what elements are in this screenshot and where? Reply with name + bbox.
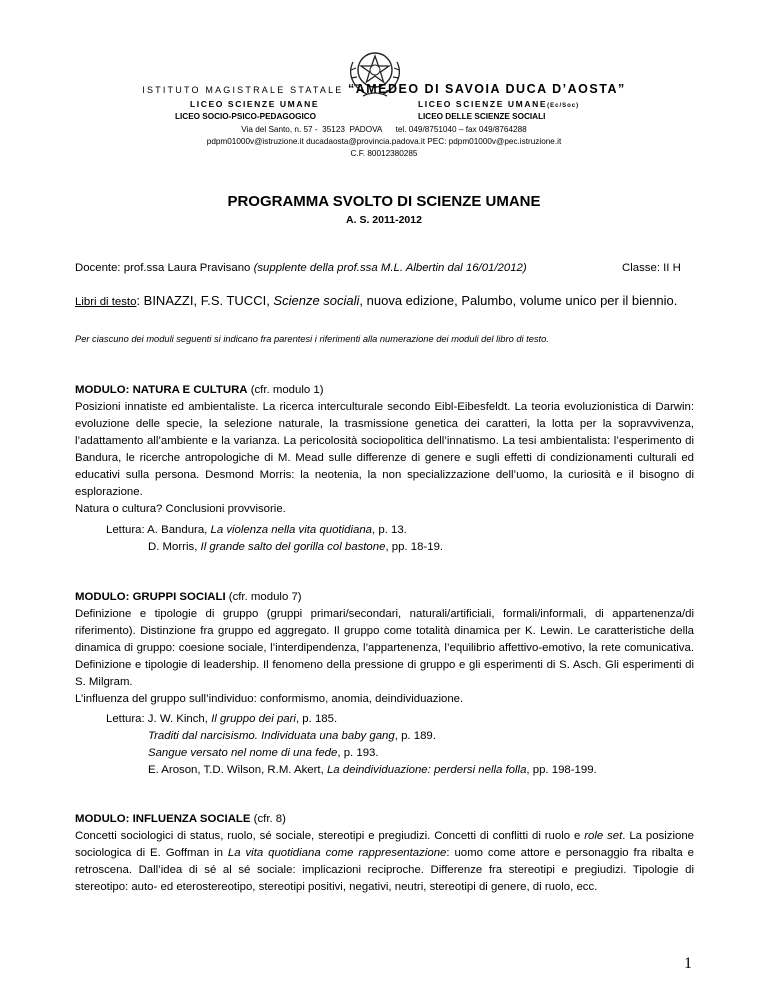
textbooks-details: , nuova edizione, Palumbo, volume unico per il biennio.: [359, 293, 678, 308]
module-body-work-title: La vita quotidiana come rappresentazione: [227, 847, 447, 859]
reading-pages: , pp. 18-19.: [385, 541, 444, 553]
right-course-1-suffix: (Ec/Soc): [547, 103, 580, 109]
school-name-line: [0, 80, 768, 98]
module-body-conclusion: Natura o cultura? Conclusioni provvisorie.: [75, 503, 286, 515]
module-body: [75, 828, 694, 896]
page-number: 1: [684, 955, 692, 972]
right-course-1: [418, 99, 579, 109]
teacher-note: (supplente della prof.ssa M.L. Albertin dal 16/01/2012): [253, 262, 527, 274]
readings-1: [106, 522, 443, 556]
module-body: Posizioni innatiste ed ambientaliste. La ricerca interculturale secondo Eibl-Eibesfeldt. La teoria evoluzionistica di Darwin: evoluzione delle specie, la selezione naturale, la trasmissione genetica dei caratteri, la lotta per la sopravvivenza, l’adattamento all’ambiente e la varianza. La pericolosità sociopolitica dell’innatismo. La tesi ambientalista: l’esperimento di Bandura, le ricerche antropologiche di M. Mead sulle differenze di genere e sugli effetti di condizionamenti culturali ed educativi sulla persona. Desmond Morris: la neotenia, la non specializzazione dell’uomo, la curiosità e il bisogno di esplorazione.: [75, 401, 694, 498]
teacher-line: [75, 260, 527, 277]
module-title: MODULO: NATURA E CULTURA: [75, 384, 248, 396]
readings-2: [106, 711, 597, 779]
reading-pages: , p. 185.: [295, 713, 338, 725]
reading-title: Sangue versato nel nome di una fede: [148, 747, 338, 759]
module-heading: [75, 382, 694, 399]
reading-author: J. W. Kinch,: [147, 713, 212, 725]
module-body-part: . La posizione sociologica di E. Goffman in: [75, 830, 694, 859]
class-label: Classe: II H: [622, 262, 681, 274]
reading-pages: , p. 13.: [371, 524, 407, 536]
reading-pages: , p. 193.: [337, 747, 379, 759]
reading-title: Il grande salto del gorilla col bastone: [200, 541, 386, 553]
reading-item: [106, 745, 597, 762]
module-gruppi-sociali: [75, 589, 694, 708]
module-ref: (cfr. 8): [250, 813, 286, 825]
reading-title: La deindividuazione: perdersi nella folla: [326, 764, 527, 776]
module-body-part: : uomo come attore e personaggio fra ribalta e retroscena. Dall’idea di sé al sé sociale: implicazioni reciproche. Differenze fra stereotipi e pregiudizi. Tipologie di stereotipo: auto- ed eterostereotipo, stereotipi positivi, negativi, neutri, stereotipi di genere, di ruolo, ecc.: [75, 847, 695, 893]
module-title: MODULO: INFLUENZA SOCIALE: [75, 813, 251, 825]
reading-author: A. Bandura,: [147, 524, 211, 536]
reading-item: [106, 762, 597, 779]
reading-item: [106, 711, 597, 728]
school-year: A. S. 2011-2012: [346, 214, 422, 226]
reading-author: E. Aroson, T.D. Wilson, R.M. Akert,: [148, 764, 327, 776]
textbooks-label: Libri di testo: [75, 296, 137, 308]
reading-item: [106, 728, 597, 745]
page-title: PROGRAMMA SVOLTO DI SCIENZE UMANE: [227, 193, 541, 210]
modules-note: Per ciascuno dei moduli seguenti si indicano fra parentesi i riferimenti alla numerazione dei moduli del libro di testo.: [75, 334, 549, 344]
readings-label: Lettura:: [106, 524, 148, 536]
module-body-term: role set: [584, 830, 623, 842]
module-body-part: Concetti sociologici di status, ruolo, sé sociale, stereotipi e pregiudizi. Concetti di conflitti di ruolo e: [75, 830, 585, 842]
school-name: “AMEDEO DI SAVOIA DUCA D’AOSTA”: [347, 82, 626, 96]
right-course-2: LICEO DELLE SCIENZE SOCIALI: [418, 112, 546, 121]
school-address: Via del Santo, n. 57 - 35123 PADOVA tel. 049/8751040 – fax 049/8764288: [241, 125, 527, 134]
module-natura-cultura: [75, 382, 694, 518]
textbooks-authors: : BINAZZI, F.S. TUCCI,: [136, 293, 274, 308]
reading-item: [106, 539, 443, 556]
module-title: MODULO: GRUPPI SOCIALI: [75, 591, 226, 603]
reading-pages: , pp. 198-199.: [526, 764, 597, 776]
textbooks-title: Scienze sociali: [273, 293, 360, 308]
school-emails: pdpm01000v@istruzione.it ducadaosta@provincia.padova.it PEC: pdpm01000v@pec.istruzione.it: [206, 137, 562, 146]
module-influenza-sociale: [75, 811, 694, 896]
reading-item: [106, 522, 443, 539]
module-body-conclusion: L’influenza del gruppo sull’individuo: conformismo, anomia, deindividuazione.: [75, 693, 464, 705]
module-body: Definizione e tipologie di gruppo (gruppi primari/secondari, naturali/artificiali, formali/informali, di appartenenza/di riferimento). Distinzione fra gruppo ed aggregato. Il gruppo come totalità dinamica per K. Lewin. Le caratteristiche della dinamica di gruppo: coesione sociale, l’interdipendenza, l’appartenenza, l’equilibrio affettivo-emotivo, la rete comunicativa. Definizione e tipologie di leadership. Il fenomeno della pressione di gruppo e gli esperimenti di S. Asch. Gli esperimenti di S. Milgram.: [75, 608, 694, 688]
left-course-2: LICEO SOCIO-PSICO-PEDAGOGICO: [175, 112, 317, 121]
teacher-label: Docente: prof.ssa Laura Pravisano: [75, 262, 251, 274]
reading-title: Traditi dal narcisismo. Individuata una baby gang: [148, 730, 395, 742]
reading-title: Il gruppo dei pari: [211, 713, 296, 725]
module-heading: [75, 589, 694, 606]
reading-pages: , p. 189.: [394, 730, 436, 742]
school-type: ISTITUTO MAGISTRALE STATALE: [142, 85, 344, 95]
school-tax-code: C.F. 80012380285: [350, 149, 418, 158]
module-ref: (cfr. modulo 1): [247, 384, 324, 396]
right-course-1-label: LICEO SCIENZE UMANE: [418, 99, 548, 109]
readings-label: Lettura:: [106, 713, 148, 725]
textbooks-line: [75, 290, 694, 313]
module-ref: (cfr. modulo 7): [225, 591, 302, 603]
reading-author: D. Morris,: [148, 541, 201, 553]
left-course-1: LICEO SCIENZE UMANE: [190, 99, 320, 109]
reading-title: La violenza nella vita quotidiana: [210, 524, 372, 536]
module-heading: [75, 811, 694, 828]
